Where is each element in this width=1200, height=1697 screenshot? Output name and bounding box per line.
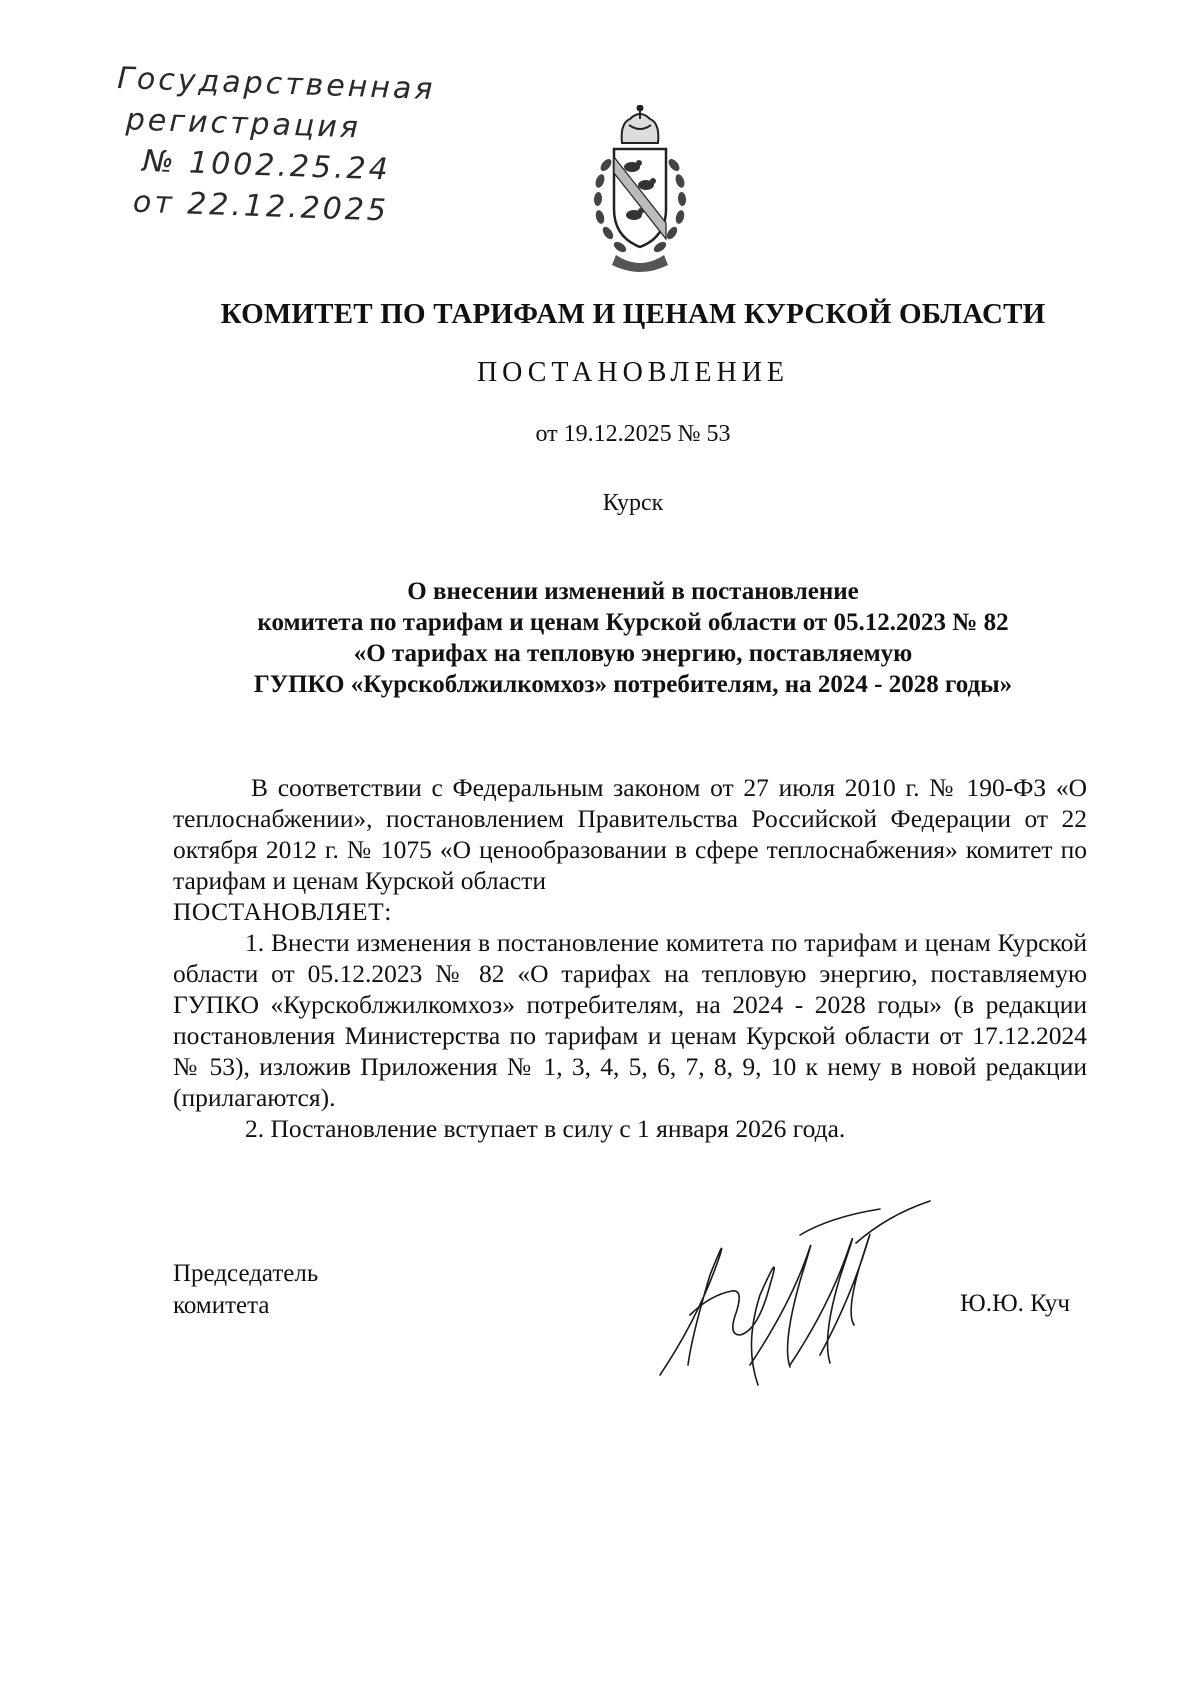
document-body bbox=[173, 772, 1087, 1144]
decree-item: 1. Внести изменения в постановление комитета по тарифам и ценам Курской области от 05.12.2023 № 82 «О тарифах на тепловую энергию, поставляемую ГУПКО «Курскоблжилкомхоз» потребителям, на 2024 - 2028 годы» (в редакции постановления Министерства по тарифам и ценам Курской области от 17.12.2024 № 53), изложив Приложения № 1, 3, 4, 5, 6, 7, 8, 9, 10 к нему в новой редакции (прилагаются). bbox=[173, 928, 1087, 1112]
handwritten-signature-icon bbox=[640, 1195, 940, 1405]
coat-of-arms-icon bbox=[572, 105, 708, 275]
document-city: Курск bbox=[602, 490, 664, 516]
document-date-number: от 19.12.2025 № 53 bbox=[535, 421, 731, 447]
signatory-name: Ю.Ю. Куч bbox=[960, 1290, 1071, 1317]
subject-line: ГУПКО «Курскоблжилкомхоз» потребителям, на 2024 - 2028 годы» bbox=[253, 671, 1013, 698]
preamble-paragraph: В соответствии с Федеральным законом от 27 июля 2010 г. № 190-ФЗ «О теплоснабжении», постановлением Правительства Российской Федерации от 22 октября 2012 г. № 1075 «О ценообразовании в сфере теплоснабжения» комитет по тарифам и ценам Курской области bbox=[173, 773, 1087, 895]
registration-note-number: № 1002.25.24 bbox=[141, 143, 392, 188]
decree-word: ПОСТАНОВЛЯЕТ: bbox=[173, 897, 392, 926]
decree-item: 2. Постановление вступает в силу с 1 января 2026 года. bbox=[245, 1114, 846, 1143]
registration-handwritten-note bbox=[112, 58, 478, 234]
registration-note-line: регистрация bbox=[125, 102, 362, 146]
subject-line: О внесении изменений в постановление bbox=[407, 578, 859, 605]
document-subject bbox=[150, 576, 1116, 700]
signatory-position-line: комитета bbox=[173, 1292, 270, 1319]
subject-line: комитета по тарифам и ценам Курской области от 05.12.2023 № 82 bbox=[257, 609, 1009, 636]
subject-line: «О тарифах на тепловую энергию, поставляемую bbox=[353, 640, 913, 667]
document-type: ПОСТАНОВЛЕНИЕ bbox=[476, 357, 790, 388]
registration-note-date: от 22.12.2025 bbox=[132, 184, 390, 229]
organization-title: КОМИТЕТ ПО ТАРИФАМ И ЦЕНАМ КУРСКОЙ ОБЛАСТИ bbox=[220, 298, 1046, 330]
signatory-position-line: Председатель bbox=[173, 1260, 319, 1287]
signatory-position bbox=[173, 1258, 318, 1322]
registration-note-line: Государственная bbox=[116, 60, 436, 108]
